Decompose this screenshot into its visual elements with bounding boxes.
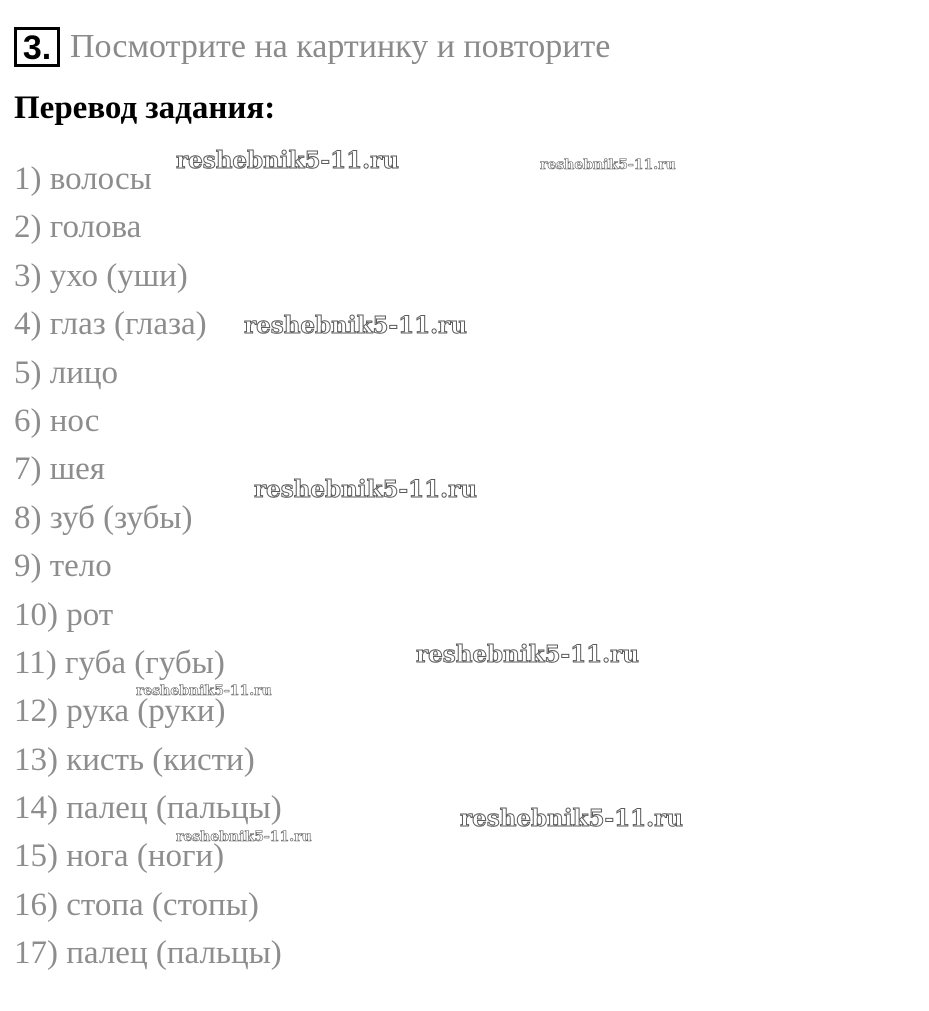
list-item: 8) зуб (зубы) xyxy=(14,499,193,536)
list-item: 3) ухо (уши) xyxy=(14,257,188,294)
list-item: 13) кисть (кисти) xyxy=(14,741,255,778)
task-instruction: Посмотрите на картинку и повторите xyxy=(70,28,611,65)
list-item: 15) нога (ноги) xyxy=(14,838,225,875)
list-item: 16) стопа (стопы) xyxy=(14,886,259,923)
watermark: reshebnik5-11.ru xyxy=(176,829,312,845)
list-item: 17) палец (пальцы) xyxy=(14,935,282,972)
list-item: 7) шея xyxy=(14,451,105,488)
watermark: reshebnik5-11.ru xyxy=(254,476,477,503)
watermark: reshebnik5-11.ru xyxy=(176,147,399,174)
list-item: 12) рука (руки) xyxy=(14,693,226,730)
watermark: reshebnik5-11.ru xyxy=(136,683,272,699)
task-header xyxy=(14,24,610,70)
translation-heading: Перевод задания: xyxy=(14,90,276,126)
list-item: 11) губа (губы) xyxy=(14,644,225,681)
list-item: 2) голова xyxy=(14,209,142,246)
watermark: reshebnik5-11.ru xyxy=(460,805,683,832)
list-item: 10) рот xyxy=(14,596,114,633)
list-item: 14) палец (пальцы) xyxy=(14,790,282,827)
watermark: reshebnik5-11.ru xyxy=(540,157,676,173)
list-item: 5) лицо xyxy=(14,354,119,391)
list-item: 1) волосы xyxy=(14,161,152,197)
list-item: 4) глаз (глаза) xyxy=(14,306,207,343)
list-item: 6) нос xyxy=(14,402,100,439)
list-item: 9) тело xyxy=(14,548,112,585)
watermark: reshebnik5-11.ru xyxy=(244,312,467,339)
watermark: reshebnik5-11.ru xyxy=(416,641,639,668)
vocabulary-list xyxy=(14,155,282,978)
task-number: 3. xyxy=(14,27,60,67)
